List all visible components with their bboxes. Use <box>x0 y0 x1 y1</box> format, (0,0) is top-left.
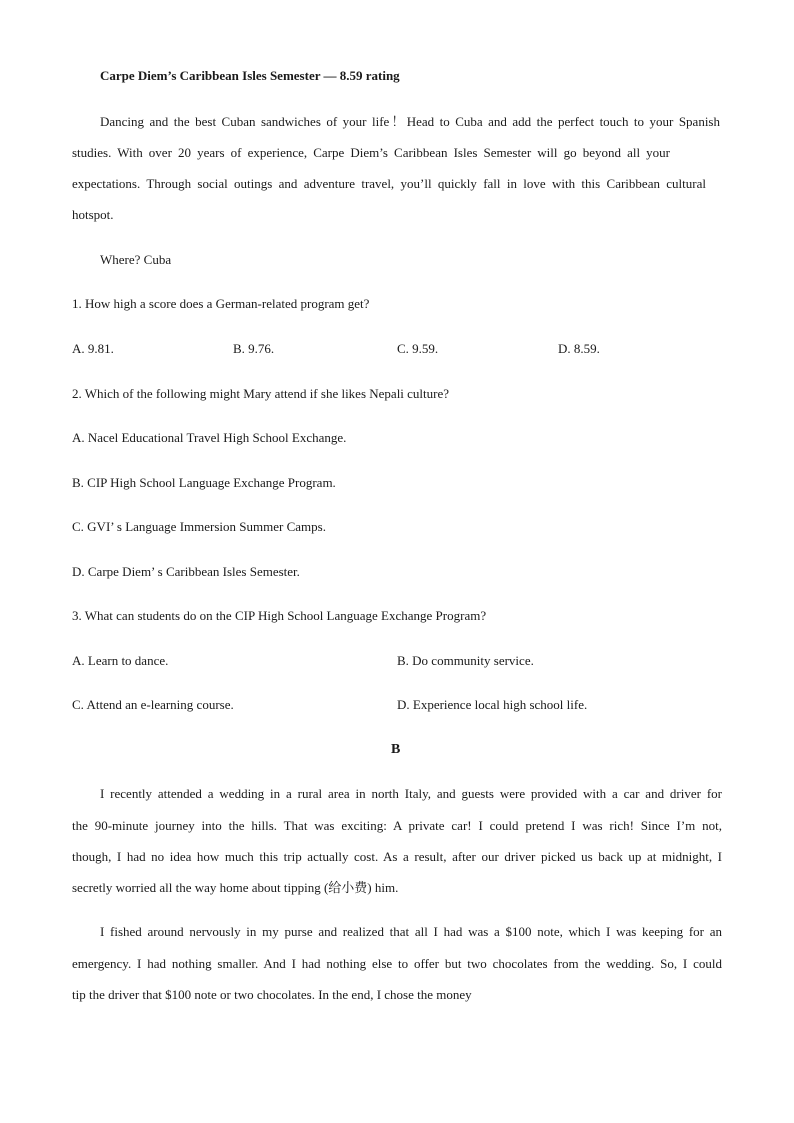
question-2-option-b: B. CIP High School Language Exchange Program. <box>72 475 336 490</box>
question-3-option-a: A. Learn to dance. <box>72 653 169 668</box>
question-2-option-c: C. GVI’ s Language Immersion Summer Camps. <box>72 519 326 534</box>
passage-a-line-1: Dancing and the best Cuban sandwiches of your life！Head to Cuba and add the perfect touch to your Spanish <box>100 114 720 129</box>
question-2-option-a: A. Nacel Educational Travel High School Exchange. <box>72 430 347 445</box>
question-1-option-a: A. 9.81. <box>72 341 114 356</box>
passage-a-line-2: studies. With over 20 years of experience, Carpe Diem’s Caribbean Isles Semester will go beyond all your <box>72 145 670 160</box>
question-1-option-c: C. 9.59. <box>397 341 439 356</box>
passage-b-p2-line-1: I fished around nervously in my purse and realized that all I had was a $100 note, which I was keeping for an <box>100 924 722 939</box>
passage-b-p1-line-3: though, I had no idea how much this trip actually cost. As a result, after our driver picked us back up at midnight, I <box>72 849 722 864</box>
passage-b-p1-line-4: secretly worried all the way home about tipping (给小费) him. <box>72 880 399 895</box>
question-3-option-d: D. Experience local high school life. <box>397 697 588 712</box>
question-1-stem: 1. How high a score does a German-related program get? <box>72 296 370 311</box>
question-3-option-b: B. Do community service. <box>397 653 534 668</box>
passage-a-where: Where? Cuba <box>100 252 172 267</box>
question-2-option-d: D. Carpe Diem’ s Caribbean Isles Semester. <box>72 564 300 579</box>
question-2-stem: 2. Which of the following might Mary attend if she likes Nepali culture? <box>72 386 450 401</box>
passage-a-title: Carpe Diem’s Caribbean Isles Semester — 8.59 rating <box>100 68 400 83</box>
passage-b-heading: B <box>391 742 401 757</box>
passage-b-p1-line-2: the 90-minute journey into the hills. That was exciting: A private car! I could pretend I was rich! Since I’m not, <box>72 818 722 833</box>
passage-b-p2-line-2: emergency. I had nothing smaller. And I had nothing else to offer but two chocolates from the wedding. So, I could <box>72 956 722 971</box>
passage-b-p1-line-1: I recently attended a wedding in a rural area in north Italy, and guests were provided with a car and driver for <box>100 786 722 801</box>
passage-a-line-4: hotspot. <box>72 207 114 222</box>
question-3-option-c: C. Attend an e-learning course. <box>72 697 234 712</box>
passage-b-p2-line-3: tip the driver that $100 note or two chocolates. In the end, I chose the money <box>72 987 472 1002</box>
question-1-option-d: D. 8.59. <box>558 341 600 356</box>
question-3-stem: 3. What can students do on the CIP High School Language Exchange Program? <box>72 608 487 623</box>
question-1-option-b: B. 9.76. <box>233 341 275 356</box>
passage-a-line-3: expectations. Through social outings and adventure travel, you’ll quickly fall in love with this Caribbean cultural <box>72 176 706 191</box>
